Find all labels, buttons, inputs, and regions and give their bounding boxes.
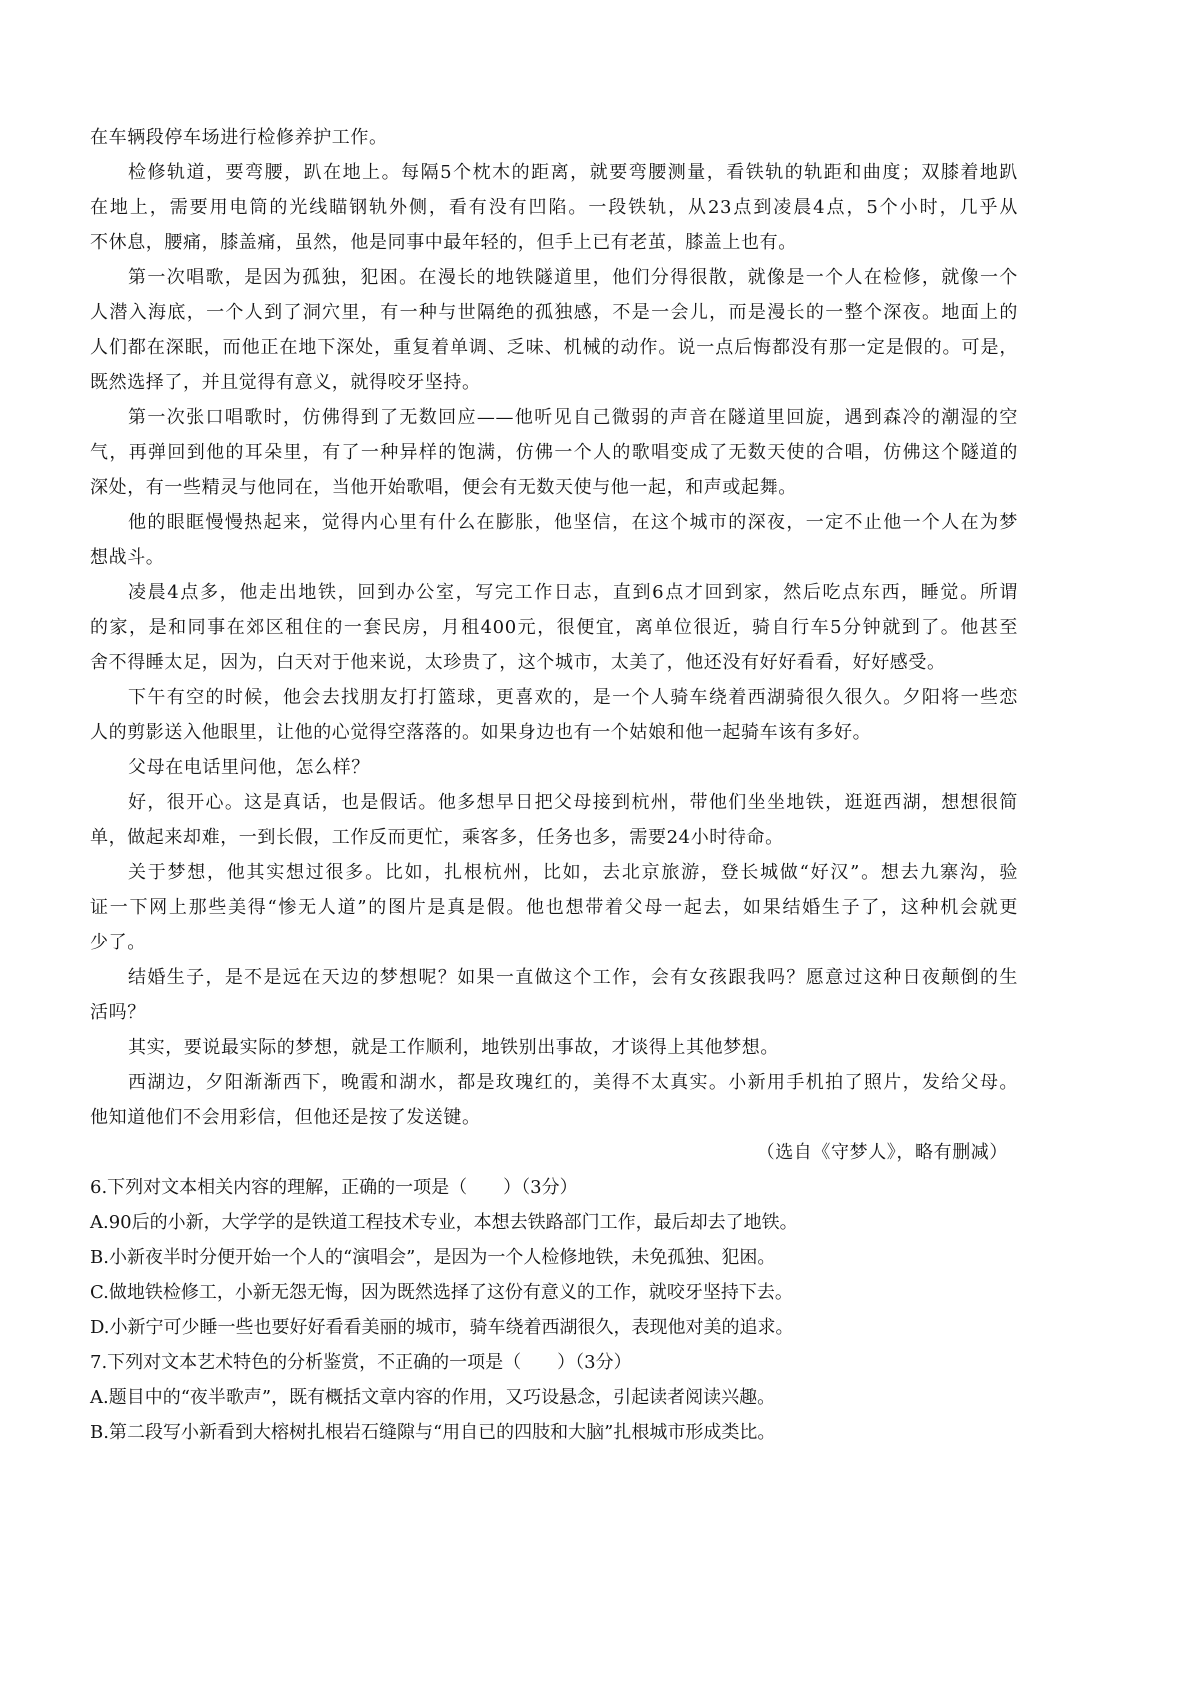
option-c: C.做地铁检修工，小新无怨无悔，因为既然选择了这份有意义的工作，就咬牙坚持下去。	[90, 1282, 793, 1303]
source-citation: （选自《守梦人》，略有删减）	[756, 1142, 1008, 1163]
paragraph-line: 不休息，腰痛，膝盖痛，虽然，他是同事中最年轻的，但手上已有老茧，膝盖上也有。	[90, 232, 797, 253]
paragraph-line: 西湖边，夕阳渐渐西下，晚霞和湖水，都是玫瑰红的，美得不太真实。小新用手机拍了照片，发给父母。	[128, 1072, 1018, 1093]
paragraph-line: 在车辆段停车场进行检修养护工作。	[90, 127, 388, 148]
paragraph-line: 既然选择了，并且觉得有意义，就得咬牙坚持。	[90, 372, 481, 393]
paragraph-line: 单，做起来却难，一到长假，工作反而更忙，乘客多，任务也多，需要24小时待命。	[90, 827, 784, 848]
paragraph-line: 他的眼眶慢慢热起来，觉得内心里有什么在膨胀，他坚信，在这个城市的深夜，一定不止他一个人在为梦	[128, 512, 1018, 533]
question-stem: 6.下列对文本相关内容的理解，正确的一项是（ ）（3分）	[90, 1177, 578, 1198]
paragraph-line: 的家，是和同事在郊区租住的一套民房，月租400元，很便宜，离单位很近，骑自行车5分钟就到了。他甚至	[90, 617, 1018, 638]
paragraph-line: 检修轨道，要弯腰，趴在地上。每隔5个枕木的距离，就要弯腰测量，看铁轨的轨距和曲度；双膝着地趴	[128, 162, 1018, 183]
paragraph-line: 父母在电话里问他，怎么样？	[128, 757, 370, 778]
paragraph-line: 下午有空的时候，他会去找朋友打打篮球，更喜欢的，是一个人骑车绕着西湖骑很久很久。夕阳将一些恋	[128, 687, 1018, 708]
paragraph-line: 舍不得睡太足，因为，白天对于他来说，太珍贵了，这个城市，太美了，他还没有好好看看，好好感受。	[90, 652, 946, 673]
paragraph	[90, 785, 1018, 855]
paragraph-line: 凌晨4点多，他走出地铁，回到办公室，写完工作日志，直到6点才回到家，然后吃点东西，睡觉。所谓	[128, 582, 1018, 603]
paragraph-line: 活吗？	[90, 1002, 146, 1023]
paragraph-line: 气，再弹回到他的耳朵里，有了一种异样的饱满，仿佛一个人的歌唱变成了无数天使的合唱，仿佛这个隧道的	[90, 442, 1018, 463]
paragraph-line: 关于梦想，他其实想过很多。比如，扎根杭州，比如，去北京旅游，登长城做“好汉”。想去九寨沟，验	[128, 862, 1018, 883]
paragraph	[90, 1065, 1018, 1135]
paragraph-line: 好，很开心。这是真话，也是假话。他多想早日把父母接到杭州，带他们坐坐地铁，逛逛西湖，想想很简	[128, 792, 1018, 813]
paragraph	[90, 750, 1018, 785]
question-stem: 7.下列对文本艺术特色的分析鉴赏，不正确的一项是（ ）（3分）	[90, 1352, 632, 1373]
paragraph-line: 人潜入海底，一个人到了洞穴里，有一种与世隔绝的孤独感，不是一会儿，而是漫长的一整个深夜。地面上的	[90, 302, 1018, 323]
paragraph	[90, 960, 1018, 1030]
paragraph	[90, 155, 1018, 260]
paragraph-line: 第一次张口唱歌时，仿佛得到了无数回应——他听见自己微弱的声音在隧道里回旋，遇到森冷的潮湿的空	[128, 407, 1018, 428]
paragraph	[90, 260, 1018, 400]
paragraph	[90, 575, 1018, 680]
option-d: D.小新宁可少睡一些也要好好看看美丽的城市，骑车绕着西湖很久，表现他对美的追求。	[90, 1317, 794, 1338]
paragraph-line: 在地上，需要用电筒的光线瞄钢轨外侧，看有没有凹陷。一段铁轨，从23点到凌晨4点，5个小时，几乎从	[90, 197, 1018, 218]
paragraph-line: 想战斗。	[90, 547, 165, 568]
paragraph-line: 结婚生子，是不是远在天边的梦想呢？如果一直做这个工作，会有女孩跟我吗？愿意过这种日夜颠倒的生	[128, 967, 1018, 988]
paragraph	[90, 1030, 1018, 1065]
option-a: A.题目中的“夜半歌声”，既有概括文章内容的作用，又巧设悬念，引起读者阅读兴趣。	[90, 1387, 776, 1408]
paragraph	[90, 855, 1018, 960]
paragraph-line: 证一下网上那些美得“惨无人道”的图片是真是假。他也想带着父母一起去，如果结婚生子了，这种机会就更	[90, 897, 1018, 918]
paragraph	[90, 680, 1018, 750]
question-7	[90, 1345, 1018, 1450]
paragraph-line: 第一次唱歌，是因为孤独，犯困。在漫长的地铁隧道里，他们分得很散，就像是一个人在检修，就像一个	[128, 267, 1018, 288]
paragraph-line: 人们都在深眠，而他正在地下深处，重复着单调、乏味、机械的动作。说一点后悔都没有那一定是假的。可是，	[90, 337, 1018, 358]
option-b: B.第二段写小新看到大榕树扎根岩石缝隙与“用自已的四肢和大脑”扎根城市形成类比。	[90, 1422, 776, 1443]
paragraph-line: 人的剪影送入他眼里，让他的心觉得空落落的。如果身边也有一个姑娘和他一起骑车该有多好。	[90, 722, 872, 743]
paragraph-line: 他知道他们不会用彩信，但他还是按了发送键。	[90, 1107, 481, 1128]
paragraph-line: 其实，要说最实际的梦想，就是工作顺利，地铁别出事故，才谈得上其他梦想。	[128, 1037, 779, 1058]
paragraph	[90, 400, 1018, 505]
paragraph	[90, 120, 1018, 155]
exam-page	[90, 120, 1018, 1450]
option-a: A.90后的小新，大学学的是铁道工程技术专业，本想去铁路部门工作，最后却去了地铁。	[90, 1212, 798, 1233]
paragraph	[90, 505, 1018, 575]
paragraph-line: 少了。	[90, 932, 146, 953]
option-b: B.小新夜半时分便开始一个人的“演唱会”，是因为一个人检修地铁，未免孤独、犯困。	[90, 1247, 776, 1268]
question-6	[90, 1170, 1018, 1345]
reading-passage	[90, 120, 1018, 1170]
paragraph-line: 深处，有一些精灵与他同在，当他开始歌唱，便会有无数天使与他一起，和声或起舞。	[90, 477, 797, 498]
